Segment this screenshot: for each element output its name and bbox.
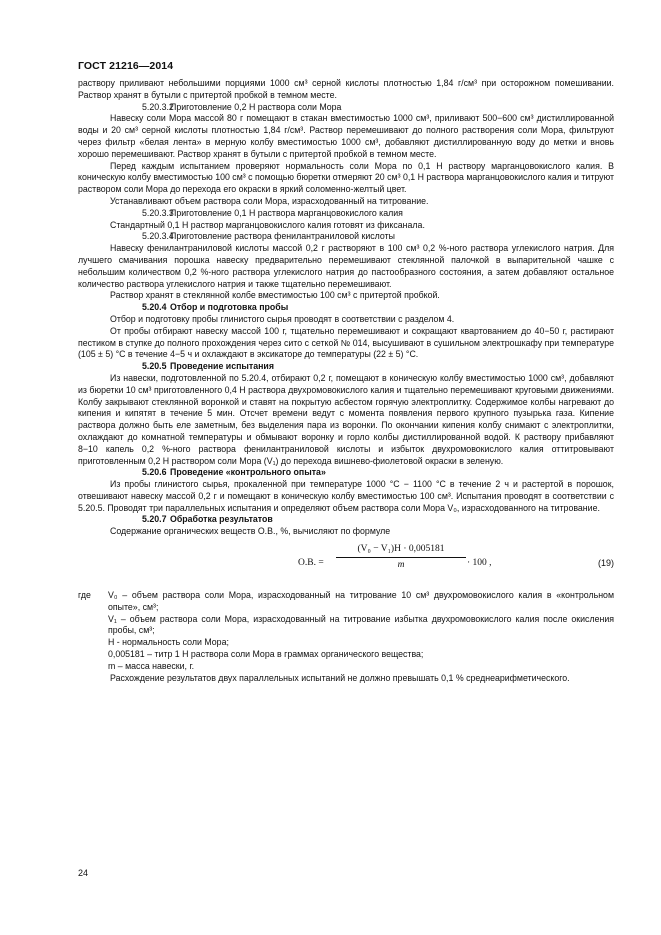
section-number: 5.20.4	[142, 302, 167, 313]
formula-left: О.В. =	[298, 558, 324, 569]
paragraph: Устанавливают объем раствора соли Мора, израсходованный на титрование.	[110, 195, 429, 206]
section-number: 5.20.7	[142, 514, 167, 525]
paragraph: Навеску соли Мора массой 80 г помещают в стакан вместимостью 1000 см³, приливают 500−600 см³ дистиллированной воды и 20 см³ серной кислоты плотностью 1,84 г/см³. Раствор перемешивают до полного растворения соли Мора, фильтруют через фильтр «белая лента» в мерную колбу вместимостью 1000 см³, добавляют дистиллированную воду до метки и вновь хорошо перемешивают. Раствор хранят в бутыли с притертой пробкой в темном месте.	[78, 113, 614, 159]
section-number: 5.20.5	[142, 361, 167, 372]
variable-definitions	[78, 590, 614, 673]
section-number: 5.20.3.4	[142, 231, 174, 242]
section-number: 5.20.3.3	[142, 207, 174, 218]
paragraph: Отбор и подготовку пробы глинистого сырья проводят в соответствии с разделом 4.	[110, 313, 455, 324]
paragraph: Из пробы глинистого сырья, прокаленной при температуре 1000 °С − 1100 °С в течение 2 ч и растертой в порошок, отвешивают навеску массой 0,2 г и помещают в коническую колбу вместимостью 100 см³. Испытания проводят в соответствии с 5.20.5. Проводят три параллельных испытания и определяют объем раствора соли Мора V₀, израсходованного на титрование.	[78, 479, 614, 513]
section-heading-5-20-4	[78, 302, 614, 314]
paragraph: Содержание органических веществ О.В., %, вычисляют по формуле	[110, 526, 391, 537]
paragraph: От пробы отбирают навеску массой 100 г, тщательно перемешивают и сокращают квартованием до 40−50 г, растирают пестиком в ступке до полного прохождения через сито с сеткой № 014, высушивают в сушильном электрошкафу при температуре (105 ± 5) °С в течение 4−5 ч и охлаждают в эксикаторе до температуры (22 ± 5) °С.	[78, 325, 614, 360]
definition: V₁ – объем раствора соли Мора, израсходованный на титрование избытка двухромовокислого калия после окисления пробы, см³;	[108, 613, 614, 636]
page-number: 24	[78, 868, 89, 878]
paragraph: Расхождение результатов двух параллельных испытаний не должно превышать 0,1 % среднеарифметического.	[110, 672, 570, 683]
section-heading-5-20-6	[78, 467, 614, 479]
paragraph: Раствор хранят в стеклянной колбе вместимостью 100 см³ с притертой пробкой.	[110, 290, 440, 301]
section-number: 5.20.6	[142, 467, 167, 478]
formula-number: (19)	[597, 558, 614, 569]
formula-denominator: m	[397, 559, 405, 570]
section-title: Обработка результатов	[170, 514, 273, 525]
section-title: Приготовление раствора фенилантраниловой кислоты	[170, 231, 395, 242]
section-title: Приготовление 0,2 Н раствора соли Мора	[170, 101, 342, 112]
definition: m – масса навески, г.	[108, 660, 195, 671]
definition: Н - нормальность соли Мора;	[108, 637, 229, 648]
definition: 0,005181 – титр 1 Н раствора соли Мора в граммах органического вещества;	[108, 649, 424, 660]
paragraph: Стандартный 0,1 Н раствор марганцовокислого калия готовят из фиксанала.	[110, 219, 425, 230]
section-heading-5-20-3-4	[78, 231, 614, 243]
section-title: Приготовление 0,1 Н раствора марганцовокислого калия	[170, 207, 403, 218]
section-heading-5-20-5	[78, 361, 614, 373]
section-heading-5-20-3-3	[78, 208, 614, 220]
section-heading-5-20-7	[78, 514, 614, 526]
section-title: Проведение испытания	[170, 361, 274, 372]
paragraph: Навеску фенилантраниловой кислоты массой 0,2 г растворяют в 100 см³ 0,2 %-ного раствора углекислого натрия. Для лучшего смачивания порошка навеску предварительно перемешивают стеклянной палочкой в выпарительной чашке с небольшим количеством 0,2 %-ного раствора углекислого натрия до пастообразного состояния, а затем добавляют остальное количество раствора углекислого натрия и также тщательно перемешивают.	[78, 243, 614, 289]
where-label: где	[78, 590, 91, 601]
section-title: Отбор и подготовка пробы	[170, 302, 289, 313]
document-body	[78, 78, 614, 684]
formula-fraction	[336, 544, 466, 572]
formula-19	[78, 544, 614, 586]
formula-numerator: (V₀ − V₁)Н · 0,005181	[336, 544, 466, 558]
standard-header: ГОСТ 21216—2014	[78, 60, 174, 72]
paragraph: раствору приливают небольшими порциями 1000 см³ серной кислоты плотностью 1,84 г/см³ при осторожном помешивании. Раствор хранят в бутыли с притертой пробкой в темном месте.	[78, 78, 614, 100]
section-title: Проведение «контрольного опыта»	[170, 467, 326, 478]
paragraph: Из навески, подготовленной по 5.20.4, отбирают 0,2 г, помещают в коническую колбу вместимостью 1000 см³, добавляют из бюретки 10 см³ приготовленного 0,4 Н раствора двухромовокислого калия и тщательно перемешивают круговыми движениями. Колбу закрывают стеклянной воронкой и ставят на покрытую асбестом горячую электроплитку. Содержимое колбы нагревают до кипения и кипятят в течение 5 мин. Отсчет времени ведут с момента появления первого крупного пузырька газа. Кипение раствора должно быть еле заметным, без выделения пара из воронки. По окончании кипения колбу снимают с электроплитки, охлаждают до комнатной температуры и обмывают воронку и горло колбы дистиллированной водой. К раствору прибавляют 8−10 капель 0,2 %-ного раствора фенилантраниловой кислоты и избыток двухромовокислого калия оттитровывают приготовленным 0,2 Н раствором соли Мора (V₁) до перехода вишнево-фиолетовой окраски в зеленую.	[78, 372, 614, 466]
section-heading-5-20-3-2	[78, 102, 614, 114]
formula-right: · 100 ,	[467, 558, 492, 569]
section-number: 5.20.3.2	[142, 101, 174, 112]
paragraph: Перед каждым испытанием проверяют нормальность соли Мора по 0,1 Н раствору марганцовокислого калия. В коническую колбу вместимостью 100 см³ с помощью бюретки отмеряют 20 см³ 0,1 Н раствора марганцовокислого калия и титруют раствором соли Мора до перехода его окраски в яркий соломенно-желтый цвет.	[78, 160, 615, 195]
definition: V₀ – объем раствора соли Мора, израсходованный на титрование 10 см³ двухромовокислого калия в «контрольном опыте», см³;	[108, 590, 614, 612]
